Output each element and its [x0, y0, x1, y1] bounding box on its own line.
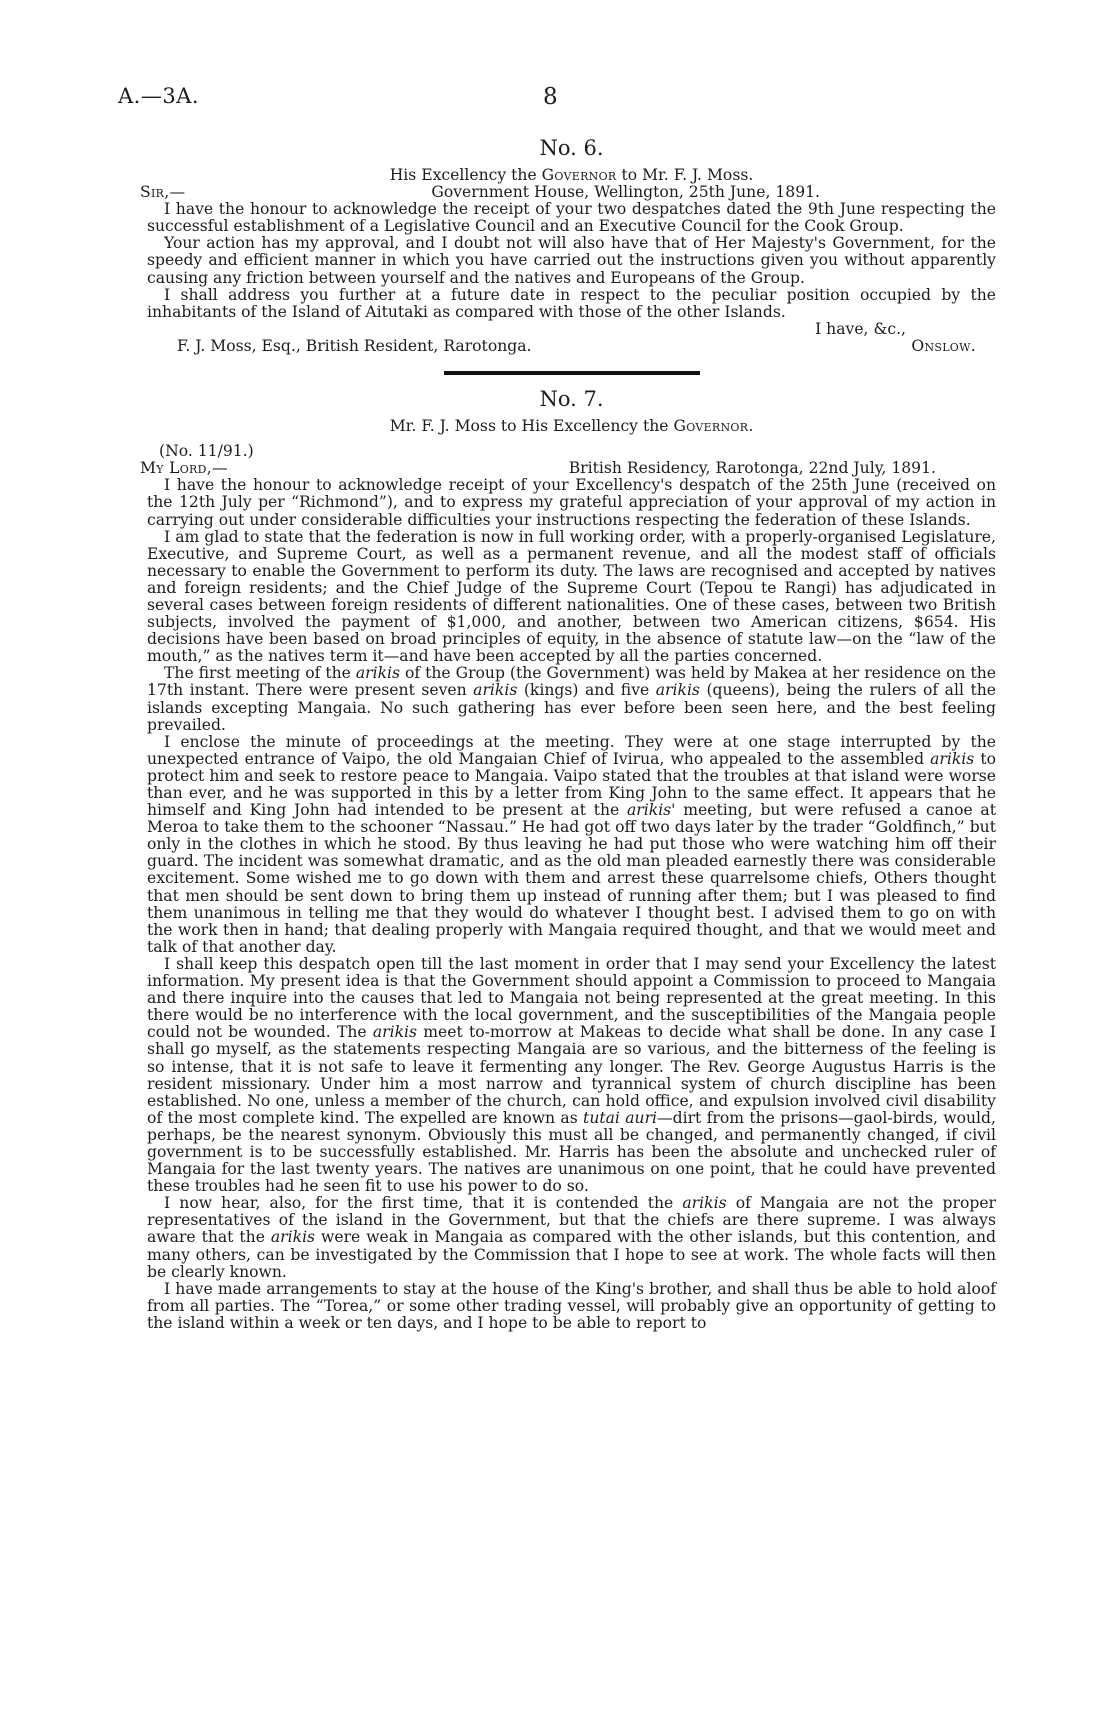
letter-7-paragraph: I enclose the minute of proceedings at the meeting. They were at one stage interrupted by the unexpected entrance of Vaipo, the old Mangaian Chief of Ivirua, who appealed to the assembled arikis to protect him and seek to restore peace to Mangaia. Vaipo stated that the troubles at that island were worse than ever, and he was supported in this by a letter from King John to the same effect. It appears that he himself and King John had intended to be present at the arikis' meeting, but were refused a canoe at Meroa to take them to the schooner “Nassau.” He had got off two days later by the trader “Goldfinch,” but only in the clothes in which he stood. By thus leaving he had put those who were watching him off their guard. The incident was somewhat dramatic, and as the old man pleaded earnestly there was considerable excitement. Some wished me to go down with them and arrest these quarrelsome chiefs, Others thought that men should be sent down to bring them up instead of running after them; but I was pleased to find them unanimous in telling me that they would do whatever I thought best. I advised them to go on with the work then in hand; that dealing properly with Mangaia required thought, and that we would meet and talk of that another day.: [147, 732, 996, 956]
letter-7-paragraph: I now hear, also, for the first time, that it is contended the arikis of Mangaia are not the proper representatives of the island in the Government, but that the chiefs are there supreme. I was always aware that the arikis were weak in Mangaia as compared with the other islands, but this contention, and many others, can be investigated by the Commission that I hope to see at work. The whole facts will then be clearly known.: [147, 1194, 997, 1281]
letter-6-signature-row: [147, 338, 996, 355]
letter-6-from-to: His Excellency the Governor to Mr. F. J. Moss.: [389, 166, 754, 184]
letter-6-paragraph: Your action has my approval, and I doubt not will also have that of Her Majesty's Government, for the speedy and efficient manner in which you have carried out the instructions given you without apparently causing any friction between yourself and the natives and Europeans of the Group.: [147, 234, 996, 287]
letter-6-addressee: F. J. Moss, Esq., British Resident, Rarotonga.: [177, 336, 532, 355]
letter-7-place-date: British Residency, Rarotonga, 22nd July, 1891.: [568, 459, 936, 478]
letter-7-heading-row: [140, 459, 996, 478]
letter-6-paragraph: I shall address you further at a future date in respect to the peculiar position occupied by the inhabitants of the Island of Aitutaki as compared with those of the other Islands.: [147, 285, 996, 321]
page-number: 8: [543, 84, 558, 110]
letter-7-paragraph: The first meeting of the arikis of the Group (the Government) was held by Makea at her residence on the 17th instant. There were present seven arikis (kings) and five arikis (queens), being the rulers of all the islands excepting Mangaia. No such gathering has ever before been seen here, and the best feeling prevailed.: [147, 664, 997, 734]
letter-7-paragraph: I have made arrangements to stay at the house of the King's brother, and shall thus be able to hold aloof from all parties. The “Torea,” or some other trading vessel, will probably give an opportunity of getting to the island within a week or ten days, and I hope to be able to report to: [147, 1279, 996, 1332]
letter-6-signature: Onslow.: [911, 336, 976, 355]
letter-6-number: No. 6.: [539, 136, 604, 160]
letter-6-place-date: Government House, Wellington, 25th June, 1891.: [431, 183, 821, 202]
series-reference: A.—3A.: [118, 84, 200, 108]
letter-6-closing: I have, &c.,: [815, 319, 906, 338]
section-divider: [444, 371, 700, 375]
letter-6-salutation: Sir,—: [140, 183, 186, 202]
letter-6-paragraph: I have the honour to acknowledge the receipt of your two despatches dated the 9th June respecting the successful establishment of a Legislative Council and an Executive Council for the Cook Group.: [147, 200, 996, 236]
letter-6-heading-row: [140, 183, 996, 202]
letter-7-salutation: My Lord,—: [140, 459, 228, 478]
letter-7-paragraph: I shall keep this despatch open till the last moment in order that I may send your Excellency the latest information. My present idea is that the Government should appoint a Commission to proceed to Mangaia and there inquire into the causes that led to Mangaia not being represented at the great meeting. In this there would be no interference with the local government, and the susceptibilities of the Mangaia people could not be wounded. The arikis meet to-morrow at Makeas to decide what shall be done. In any case I shall go myself, as the statements respecting Mangaia are so various, and the bitterness of the feeling is so intense, that it is not safe to leave it fermenting any longer. The Rev. George Augustus Harris is the resident missionary. Under him a most narrow and tyrannical system of church discipline has been established. No one, unless a member of the church, can hold office, and expulsion involved civil disability of the most complete kind. The expelled are known as tutai auri—dirt from the prisons—gaol-birds, would, perhaps, be the nearest synonym. Obviously this must all be changed, and permanently changed, if civil government is to be successfully established. Mr. Harris has been the absolute and unchecked ruler of Mangaia for the last twenty years. The natives are unanimous on one point, that he could have prevented these troubles had he seen fit to use his power to do so.: [147, 954, 996, 1196]
letter-7-from-to: Mr. F. J. Moss to His Excellency the Governor.: [389, 417, 754, 436]
page-body: [140, 132, 997, 1332]
letter-7-paragraph: I am glad to state that the federation is now in full working order, with a properly-organised Legislature, Executive, and Supreme Court, as well as a permanent revenue, and all the modest staff of officials necessary to enable the Government to perform its duty. The laws are recognised and accepted by natives and foreign residents; and the Chief Judge of the Supreme Court (Tepou te Rangi) has adjudicated in several cases between foreign residents of different nationalities. One of these cases, between two British subjects, involved the payment of $1,000, and another, between two American citizens, $654. His decisions have been based on broad principles of equity, in the absence of statute law—on the “law of the mouth,” as the natives term it—and have been accepted by all the parties concerned.: [147, 527, 996, 666]
letter-7-reference: (No. 11/91.): [159, 442, 254, 461]
letter-7-paragraph: I have the honour to acknowledge receipt of your Excellency's despatch of the 25th June (received on the 12th July per “Richmond”), and to express my grateful appreciation of your approval of my action in carrying out under considerable difficulties your instructions respecting the federation of these Islands.: [147, 476, 996, 529]
letter-7-number: No. 7.: [539, 387, 604, 412]
